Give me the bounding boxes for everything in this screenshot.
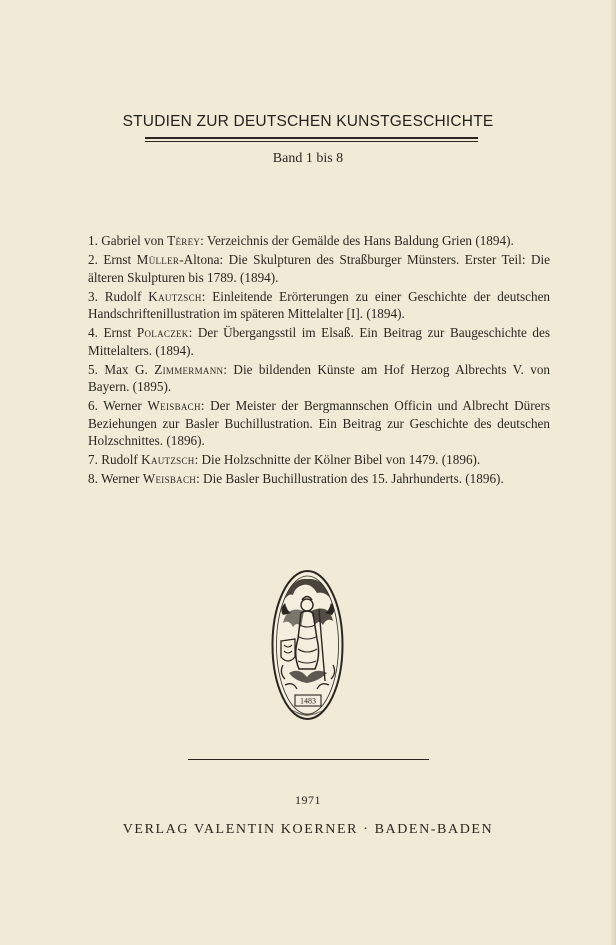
entry-author-surname: Térey (167, 233, 201, 248)
entry-author-first: Ernst (103, 252, 132, 267)
entry-number: 7. (88, 452, 98, 467)
entry-author-first: Werner (100, 471, 140, 486)
entry-title: -Altona: Die Skulpturen des Straßburger Münsters. Erster Teil: Die älteren Skulpturen bis 1789. (1894). (88, 252, 551, 285)
publisher-imprint: VERLAG VALENTIN KOERNER · BADEN-BADEN (122, 822, 494, 837)
list-item (88, 397, 550, 450)
entry-title: : Die bildenden Künste am Hof Herzog Albrechts V. von Bayern. (1895). (88, 361, 551, 394)
entry-author-surname: Müller (136, 252, 180, 267)
entry-author-first: Rudolf (101, 452, 138, 467)
entry-author-first: Gabriel von (101, 233, 164, 248)
footer-rule (188, 759, 429, 760)
list-item (88, 251, 550, 286)
printers-mark-icon (271, 569, 344, 721)
entry-author-surname: Weisbach (147, 398, 201, 413)
publication-year: 1971 (295, 793, 321, 807)
entry-number: 8. (88, 471, 98, 486)
entry-author-first: Ernst (103, 325, 132, 340)
entry-number: 2. (88, 252, 98, 267)
entry-title: : Der Übergangsstil im Elsaß. Ein Beitrag zur Baugeschichte des Mittelalters. (1894). (88, 325, 550, 358)
entry-author-surname: Zimmermann (154, 361, 224, 377)
title-double-rule (145, 137, 478, 142)
entry-author-surname: Polaczek (136, 325, 189, 340)
entry-author-surname: Weisbach (142, 471, 197, 486)
entry-author-surname: Kautzsch (141, 452, 195, 467)
list-item (88, 361, 550, 396)
list-item (88, 288, 550, 323)
entry-author-first: Rudolf (104, 288, 142, 304)
list-item (88, 232, 550, 250)
entry-title: : Einleitende Erörterungen zu einer Geschichte der deutschen Handschriftenillustration im späteren Mittelalter [I]. (1894). (88, 288, 551, 321)
volume-range: Band 1 bis 8 (272, 151, 344, 166)
entry-number: 3. (88, 288, 98, 304)
list-item (88, 451, 550, 469)
entry-number: 4. (88, 325, 98, 340)
list-item (88, 324, 550, 359)
printers-mark-date: 1483 (300, 696, 316, 706)
entry-title: : Die Holzschnitte der Kölner Bibel von 1479. (1896). (194, 452, 481, 467)
entry-author-first: Max G. (104, 361, 148, 377)
entry-title: : Verzeichnis der Gemälde des Hans Baldung Grien (1894). (200, 233, 514, 248)
list-item (88, 470, 550, 488)
entry-author-surname: Kautzsch (148, 288, 202, 304)
entry-author-first: Werner (103, 398, 142, 413)
entry-title: : Der Meister der Bergmannschen Officin und Albrecht Dürers Beziehungen zur Basler Buchillustration. Ein Beitrag zur Geschichte des deutschen Holzschnittes. (1896). (88, 398, 551, 448)
entry-number: 5. (88, 361, 98, 377)
entry-title: : Die Basler Buchillustration des 15. Jahrhunderts. (1896). (196, 471, 504, 486)
volume-list (88, 232, 550, 489)
series-title: STUDIEN ZUR DEUTSCHEN KUNSTGESCHICHTE (122, 113, 494, 130)
entry-number: 1. (88, 233, 98, 248)
entry-number: 6. (88, 398, 98, 413)
